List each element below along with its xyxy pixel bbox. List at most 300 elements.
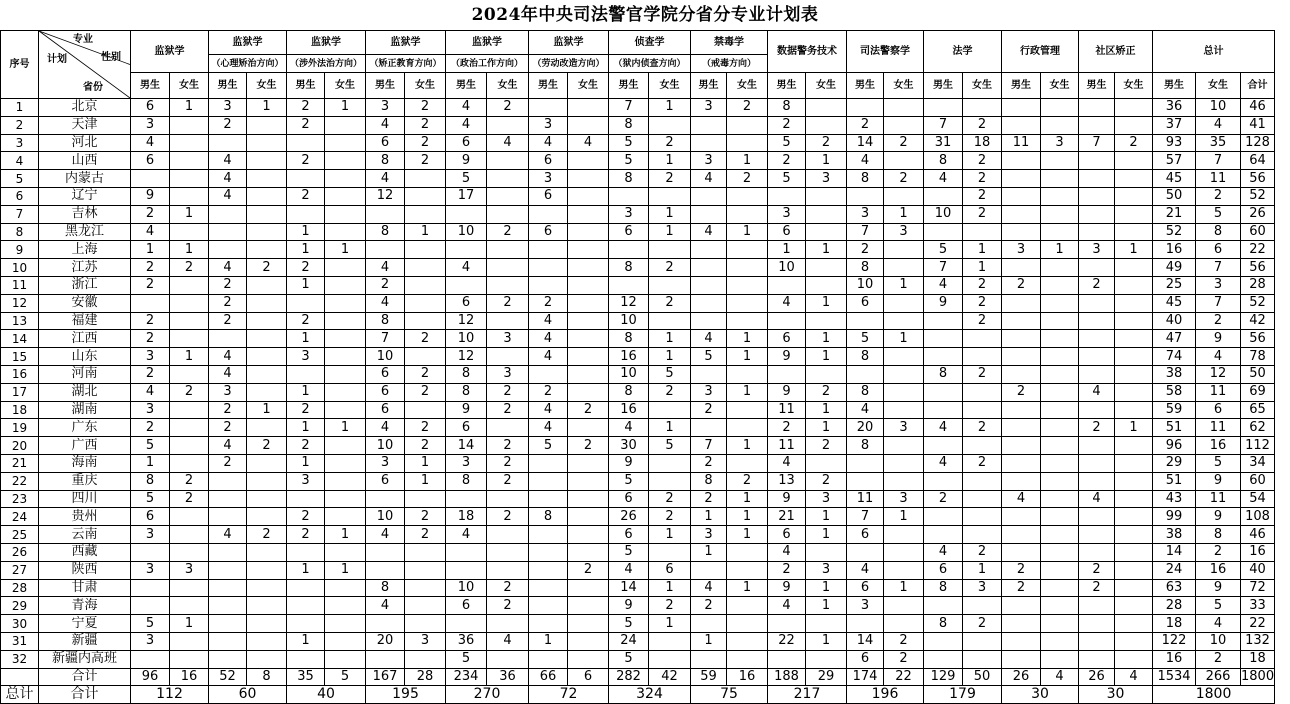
cell-value xyxy=(287,205,325,223)
grand-total-value: 270 xyxy=(446,685,529,703)
cell-value: 6 xyxy=(366,383,405,401)
cell-value: 43 xyxy=(1153,490,1196,508)
cell-value xyxy=(568,454,609,472)
cell-value: 10 xyxy=(446,579,487,597)
cell-value: 52 xyxy=(1241,187,1275,205)
cell-value: 8 xyxy=(529,508,568,526)
cell-value: 2 xyxy=(1002,276,1041,294)
major-name: 行政管理 xyxy=(1020,45,1060,57)
cell-value: 4 xyxy=(366,294,405,312)
table-row xyxy=(1,241,1275,259)
cell-value: 3 xyxy=(287,348,325,366)
cell-value xyxy=(325,152,366,170)
cell-value: 34 xyxy=(1241,454,1275,472)
province-name: 上海 xyxy=(39,241,131,259)
cell-value xyxy=(325,294,366,312)
cell-value: 16 xyxy=(1153,650,1196,668)
cell-value xyxy=(487,419,529,437)
cell-value xyxy=(325,348,366,366)
cell-value xyxy=(1079,454,1115,472)
grand-total-value: 30 xyxy=(1079,685,1153,703)
cell-value: 1 xyxy=(649,99,691,117)
cell-value: 18 xyxy=(1241,650,1275,668)
cell-value xyxy=(963,650,1002,668)
cell-value xyxy=(247,472,287,490)
cell-value: 8 xyxy=(366,579,405,597)
cell-value xyxy=(1041,116,1079,134)
cell-value: 1 xyxy=(649,152,691,170)
cell-value xyxy=(568,365,609,383)
cell-value xyxy=(963,490,1002,508)
cell-value: 49 xyxy=(1153,259,1196,277)
cell-value xyxy=(325,508,366,526)
cell-value xyxy=(1041,383,1079,401)
cell-value: 14 xyxy=(847,134,884,152)
cell-value xyxy=(1002,187,1041,205)
cell-value: 3 xyxy=(131,348,170,366)
cell-value xyxy=(287,543,325,561)
cell-value: 6 xyxy=(131,99,170,117)
cell-value xyxy=(1115,259,1153,277)
cell-value: 3 xyxy=(209,383,247,401)
cell-value: 22 xyxy=(1241,615,1275,633)
cell-value xyxy=(247,561,287,579)
cell-value: 8 xyxy=(1196,526,1241,544)
cell-value: 78 xyxy=(1241,348,1275,366)
row-number: 12 xyxy=(1,294,39,312)
cell-value: 26 xyxy=(609,508,649,526)
cell-value: 1 xyxy=(649,579,691,597)
cell-value xyxy=(247,276,287,294)
cell-value: 1 xyxy=(170,241,209,259)
cell-value xyxy=(209,490,247,508)
cell-value: 2 xyxy=(963,276,1002,294)
cell-value: 21 xyxy=(1153,205,1196,223)
cell-value xyxy=(287,134,325,152)
cell-value: 1 xyxy=(287,330,325,348)
cell-value: 2 xyxy=(131,312,170,330)
cell-value: 2 xyxy=(487,579,529,597)
major-sub-5: （劳动改造方向） xyxy=(529,55,609,73)
cell-value xyxy=(806,99,847,117)
col-female: 女生 xyxy=(963,73,1002,99)
cell-value xyxy=(1041,597,1079,615)
cell-value: 30 xyxy=(609,437,649,455)
cell-value: 2 xyxy=(727,170,768,188)
cell-value xyxy=(568,615,609,633)
cell-value: 1 xyxy=(727,383,768,401)
cell-value: 2 xyxy=(247,526,287,544)
corner-label-province: 省份 xyxy=(83,82,103,93)
cell-value: 4 xyxy=(1079,383,1115,401)
cell-value: 1 xyxy=(884,579,924,597)
province-name: 福建 xyxy=(39,312,131,330)
province-name: 山西 xyxy=(39,152,131,170)
cell-value xyxy=(691,241,727,259)
province-name: 青海 xyxy=(39,597,131,615)
cell-value xyxy=(405,241,446,259)
table-row xyxy=(1,454,1275,472)
cell-value: 1 xyxy=(170,99,209,117)
cell-value: 11 xyxy=(1196,383,1241,401)
cell-value: 45 xyxy=(1153,294,1196,312)
cell-value xyxy=(1041,401,1079,419)
cell-value xyxy=(170,312,209,330)
subtotal-value: 234 xyxy=(446,668,487,685)
cell-value xyxy=(1041,99,1079,117)
cell-value xyxy=(691,187,727,205)
cell-value: 4 xyxy=(366,419,405,437)
cell-value xyxy=(884,348,924,366)
cell-value xyxy=(325,223,366,241)
cell-value: 28 xyxy=(1241,276,1275,294)
cell-value xyxy=(1115,205,1153,223)
cell-value: 2 xyxy=(768,561,806,579)
cell-value xyxy=(209,579,247,597)
cell-value: 6 xyxy=(529,223,568,241)
province-name: 江苏 xyxy=(39,259,131,277)
cell-value xyxy=(1002,223,1041,241)
table-row xyxy=(1,205,1275,223)
cell-value xyxy=(691,134,727,152)
table-row xyxy=(1,152,1275,170)
cell-value: 2 xyxy=(209,312,247,330)
cell-value: 4 xyxy=(1079,490,1115,508)
cell-value: 7 xyxy=(1079,134,1115,152)
cell-value: 6 xyxy=(847,526,884,544)
cell-value: 8 xyxy=(691,472,727,490)
province-name: 新疆内高班 xyxy=(39,650,131,668)
cell-value xyxy=(325,543,366,561)
cell-value xyxy=(131,294,170,312)
cell-value: 57 xyxy=(1153,152,1196,170)
cell-value xyxy=(1041,472,1079,490)
cell-value xyxy=(924,187,963,205)
province-name: 新疆 xyxy=(39,632,131,650)
cell-value: 60 xyxy=(1241,472,1275,490)
cell-value xyxy=(884,294,924,312)
cell-value: 16 xyxy=(1153,241,1196,259)
cell-value: 5 xyxy=(609,134,649,152)
cell-value: 2 xyxy=(529,383,568,401)
cell-value xyxy=(1041,187,1079,205)
table-row xyxy=(1,259,1275,277)
province-name: 北京 xyxy=(39,99,131,117)
cell-value: 3 xyxy=(806,490,847,508)
cell-value xyxy=(405,259,446,277)
cell-value: 2 xyxy=(366,276,405,294)
cell-value xyxy=(806,365,847,383)
cell-value: 4 xyxy=(209,365,247,383)
cell-value xyxy=(1115,543,1153,561)
cell-value: 2 xyxy=(405,99,446,117)
cell-value: 9 xyxy=(924,294,963,312)
grand-total-value: 195 xyxy=(366,685,446,703)
table-row xyxy=(1,615,1275,633)
cell-value: 3 xyxy=(366,99,405,117)
province-name: 黑龙江 xyxy=(39,223,131,241)
row-number: 20 xyxy=(1,437,39,455)
cell-value: 2 xyxy=(247,259,287,277)
province-name: 宁夏 xyxy=(39,615,131,633)
cell-value xyxy=(1002,365,1041,383)
cell-value: 16 xyxy=(1196,561,1241,579)
subtotal-value: 59 xyxy=(691,668,727,685)
cell-value xyxy=(325,437,366,455)
cell-value xyxy=(1041,454,1079,472)
cell-value xyxy=(446,276,487,294)
cell-value xyxy=(691,419,727,437)
major-header-3 xyxy=(366,31,446,55)
province-name: 贵州 xyxy=(39,508,131,526)
cell-value xyxy=(649,241,691,259)
cell-value: 28 xyxy=(1153,597,1196,615)
cell-value xyxy=(247,597,287,615)
subtotal-value: 29 xyxy=(806,668,847,685)
cell-value: 24 xyxy=(609,632,649,650)
cell-value xyxy=(325,330,366,348)
cell-value: 1 xyxy=(170,205,209,223)
cell-value xyxy=(1002,330,1041,348)
cell-value xyxy=(170,650,209,668)
cell-value: 6 xyxy=(131,508,170,526)
row-number: 8 xyxy=(1,223,39,241)
cell-value: 8 xyxy=(847,383,884,401)
cell-value xyxy=(170,170,209,188)
cell-value xyxy=(727,259,768,277)
cell-value xyxy=(1079,650,1115,668)
cell-value xyxy=(924,330,963,348)
province-name: 重庆 xyxy=(39,472,131,490)
cell-value: 1 xyxy=(649,419,691,437)
cell-value: 9 xyxy=(768,348,806,366)
cell-value xyxy=(287,170,325,188)
cell-value xyxy=(487,561,529,579)
cell-value: 2 xyxy=(170,490,209,508)
cell-value xyxy=(924,401,963,419)
cell-value: 16 xyxy=(1241,543,1275,561)
cell-value: 3 xyxy=(1041,134,1079,152)
cell-value xyxy=(247,205,287,223)
cell-value: 2 xyxy=(487,508,529,526)
major-sub-1: （心理矫治方向） xyxy=(209,55,287,73)
cell-value xyxy=(170,116,209,134)
col-female: 女生 xyxy=(568,73,609,99)
cell-value: 6 xyxy=(131,152,170,170)
subtotal-value: 26 xyxy=(1079,668,1115,685)
grand-total-value: 1800 xyxy=(1153,685,1275,703)
cell-value: 8 xyxy=(609,383,649,401)
cell-value: 3 xyxy=(884,419,924,437)
cell-value: 62 xyxy=(1241,419,1275,437)
cell-value xyxy=(131,579,170,597)
cell-value: 5 xyxy=(446,650,487,668)
cell-value xyxy=(405,348,446,366)
cell-value: 63 xyxy=(1153,579,1196,597)
cell-value: 4 xyxy=(446,99,487,117)
table-row xyxy=(1,401,1275,419)
cell-value xyxy=(1002,99,1041,117)
cell-value: 11 xyxy=(1196,490,1241,508)
cell-value xyxy=(768,312,806,330)
cell-value: 5 xyxy=(609,543,649,561)
cell-value xyxy=(727,312,768,330)
cell-value xyxy=(529,276,568,294)
cell-value xyxy=(568,472,609,490)
cell-value: 2 xyxy=(691,401,727,419)
subtotal-label: 合计 xyxy=(39,668,131,685)
cell-value xyxy=(727,615,768,633)
col-female: 女生 xyxy=(806,73,847,99)
cell-value xyxy=(963,597,1002,615)
cell-value: 1 xyxy=(1115,241,1153,259)
cell-value: 2 xyxy=(529,294,568,312)
cell-value: 16 xyxy=(1196,437,1241,455)
cell-value: 4 xyxy=(529,134,568,152)
cell-value xyxy=(884,116,924,134)
cell-value: 3 xyxy=(847,597,884,615)
cell-value: 3 xyxy=(768,205,806,223)
cell-value xyxy=(209,508,247,526)
cell-value xyxy=(847,99,884,117)
row-number: 5 xyxy=(1,170,39,188)
cell-value: 7 xyxy=(366,330,405,348)
cell-value: 2 xyxy=(963,543,1002,561)
cell-value xyxy=(1002,632,1041,650)
cell-value xyxy=(487,348,529,366)
cell-value: 2 xyxy=(768,152,806,170)
cell-value xyxy=(847,543,884,561)
cell-value: 3 xyxy=(1079,241,1115,259)
table-row xyxy=(1,632,1275,650)
cell-value xyxy=(691,312,727,330)
cell-value xyxy=(568,383,609,401)
cell-value xyxy=(1115,597,1153,615)
cell-value xyxy=(1115,437,1153,455)
cell-value: 112 xyxy=(1241,437,1275,455)
cell-value: 20 xyxy=(847,419,884,437)
cell-value xyxy=(924,632,963,650)
major-name: 监狱学 xyxy=(154,45,185,57)
cell-value: 13 xyxy=(768,472,806,490)
grand-total-value: 40 xyxy=(287,685,366,703)
cell-value xyxy=(1041,365,1079,383)
table-row xyxy=(1,526,1275,544)
cell-value xyxy=(963,330,1002,348)
cell-value xyxy=(1041,348,1079,366)
cell-value: 29 xyxy=(1153,454,1196,472)
cell-value: 5 xyxy=(768,134,806,152)
cell-value xyxy=(1002,348,1041,366)
cell-value: 47 xyxy=(1153,330,1196,348)
row-number: 21 xyxy=(1,454,39,472)
cell-value xyxy=(446,241,487,259)
cell-value xyxy=(405,401,446,419)
cell-value: 8 xyxy=(366,223,405,241)
cell-value: 2 xyxy=(806,472,847,490)
cell-value: 1 xyxy=(649,205,691,223)
col-male: 男生 xyxy=(366,73,405,99)
cell-value: 1 xyxy=(727,330,768,348)
cell-value xyxy=(691,276,727,294)
cell-value: 14 xyxy=(446,437,487,455)
cell-value xyxy=(487,116,529,134)
cell-value xyxy=(1079,543,1115,561)
cell-value: 2 xyxy=(209,419,247,437)
cell-value xyxy=(405,205,446,223)
cell-value: 2 xyxy=(209,294,247,312)
cell-value: 2 xyxy=(1196,187,1241,205)
cell-value: 56 xyxy=(1241,330,1275,348)
row-number: 1 xyxy=(1,99,39,117)
cell-value: 6 xyxy=(924,561,963,579)
cell-value: 4 xyxy=(1196,615,1241,633)
cell-value: 8 xyxy=(609,259,649,277)
cell-value xyxy=(170,579,209,597)
cell-value: 5 xyxy=(691,348,727,366)
major-name: 侦查学 xyxy=(634,36,665,48)
cell-value xyxy=(1079,632,1115,650)
cell-value xyxy=(1002,294,1041,312)
cell-value: 3 xyxy=(806,170,847,188)
cell-value: 2 xyxy=(287,526,325,544)
col-female: 女生 xyxy=(170,73,209,99)
subtotal-value: 266 xyxy=(1196,668,1241,685)
cell-value xyxy=(247,419,287,437)
major-header-12 xyxy=(1079,31,1153,73)
grand-total-value: 112 xyxy=(131,685,209,703)
cell-value: 6 xyxy=(366,472,405,490)
cell-value xyxy=(568,205,609,223)
table-row xyxy=(1,348,1275,366)
cell-value xyxy=(1041,579,1079,597)
cell-value xyxy=(1002,170,1041,188)
cell-value xyxy=(529,615,568,633)
cell-value: 1 xyxy=(691,543,727,561)
cell-value: 9 xyxy=(609,597,649,615)
cell-value xyxy=(247,543,287,561)
major-header-6 xyxy=(609,31,691,55)
cell-value xyxy=(691,561,727,579)
cell-value: 8 xyxy=(609,116,649,134)
col-female: 女生 xyxy=(487,73,529,99)
col-male: 男生 xyxy=(847,73,884,99)
province-name: 天津 xyxy=(39,116,131,134)
cell-value: 1 xyxy=(170,615,209,633)
grand-total-value: 196 xyxy=(847,685,924,703)
cell-value xyxy=(1079,401,1115,419)
cell-value xyxy=(131,543,170,561)
cell-value: 7 xyxy=(924,259,963,277)
cell-value xyxy=(1041,152,1079,170)
cell-value xyxy=(325,312,366,330)
cell-value xyxy=(1002,401,1041,419)
cell-value: 2 xyxy=(405,330,446,348)
cell-value xyxy=(325,205,366,223)
cell-value xyxy=(847,365,884,383)
cell-value xyxy=(649,187,691,205)
cell-value xyxy=(924,650,963,668)
table-row xyxy=(1,419,1275,437)
cell-value xyxy=(287,294,325,312)
cell-value: 60 xyxy=(1241,223,1275,241)
major-header-10 xyxy=(924,31,1002,73)
cell-value: 1 xyxy=(727,348,768,366)
cell-value: 4 xyxy=(209,348,247,366)
cell-value xyxy=(209,241,247,259)
province-name: 云南 xyxy=(39,526,131,544)
table-row xyxy=(1,223,1275,241)
